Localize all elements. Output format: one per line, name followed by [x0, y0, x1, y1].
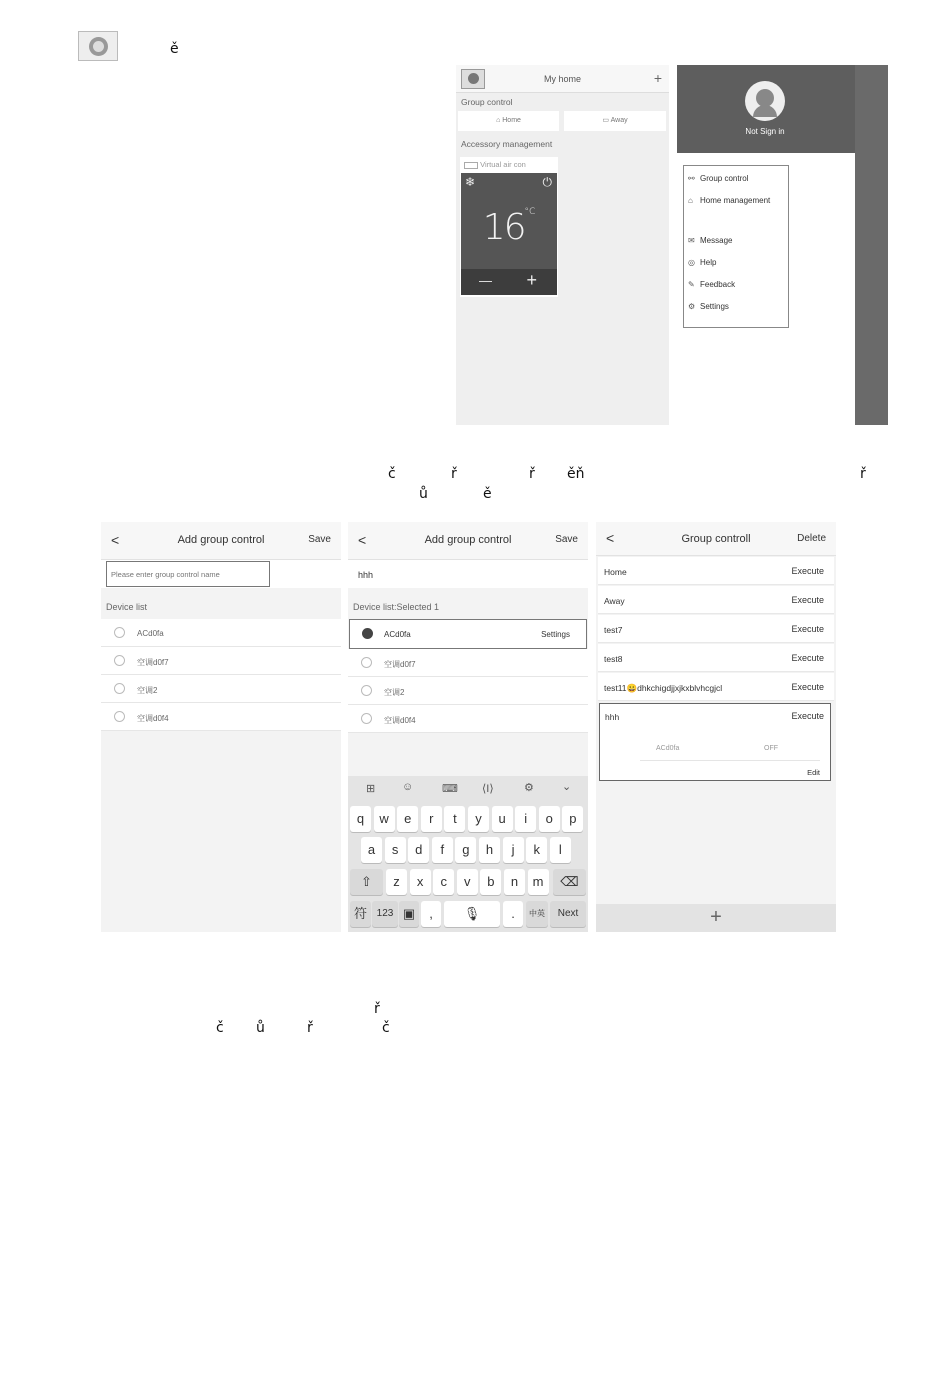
save-button[interactable]: Save	[555, 534, 578, 545]
group-away-button[interactable]	[564, 111, 666, 131]
snowflake-icon: ❄	[465, 175, 476, 189]
device-row[interactable]	[348, 649, 588, 677]
group-name: test7	[604, 625, 623, 635]
radio-button[interactable]	[114, 683, 125, 694]
group-name: test11😀dhkchigdjjxjkxblvhcgjcl	[604, 683, 723, 693]
radio-button[interactable]	[361, 713, 372, 724]
clipboard-key[interactable]: ▣	[399, 901, 419, 927]
input-value: hhh	[358, 570, 374, 580]
device-label: 空调d0f7	[137, 658, 169, 667]
collapse-icon[interactable]: ⌄	[562, 781, 572, 793]
back-button[interactable]: <	[606, 530, 615, 546]
text-fragment: ě	[170, 41, 179, 57]
menu-settings[interactable]	[688, 302, 729, 311]
key-k[interactable]: k	[526, 837, 547, 863]
not-signed-label[interactable]: Not Sign in	[745, 127, 785, 136]
menu-label: Message	[700, 236, 733, 245]
apps-icon[interactable]: ⊞	[366, 783, 376, 795]
device-row[interactable]	[348, 677, 588, 705]
home-icon: ⌂	[496, 117, 503, 124]
device-label: 空调2	[137, 686, 158, 695]
menu-feedback[interactable]	[688, 280, 735, 289]
key-l[interactable]: l	[550, 837, 571, 863]
key-b[interactable]: b	[480, 869, 501, 895]
device-row[interactable]	[101, 675, 341, 703]
keyboard-toolbar	[348, 776, 588, 802]
device-label: 空调2	[384, 688, 405, 697]
text-fragment: č	[382, 1020, 390, 1036]
group-name-input[interactable]	[106, 561, 270, 587]
key-f[interactable]: f	[432, 837, 453, 863]
text-fragment: ě	[483, 486, 492, 502]
power-icon[interactable]: ⏻	[542, 175, 552, 189]
key-s[interactable]: s	[385, 837, 406, 863]
back-button[interactable]: <	[358, 532, 367, 548]
radio-button[interactable]	[361, 657, 372, 668]
key-u[interactable]: u	[492, 806, 513, 832]
menu-message[interactable]	[688, 236, 732, 245]
device-list-label: Device list:Selected 1	[353, 602, 440, 612]
home-title: My home	[543, 74, 581, 84]
execute-button[interactable]: Execute	[791, 595, 824, 605]
radio-button[interactable]	[114, 627, 125, 638]
text-fragment: ř	[860, 466, 866, 482]
group-icon: ⚯	[688, 174, 695, 183]
key-a[interactable]: a	[361, 837, 382, 863]
period-key[interactable]: .	[503, 901, 523, 927]
add-group-screenshot-a	[101, 522, 341, 932]
menu-label: Settings	[700, 302, 729, 311]
group-row[interactable]	[598, 557, 834, 585]
add-group-button[interactable]: +	[710, 906, 722, 928]
home-screenshot	[456, 65, 669, 425]
execute-button[interactable]: Execute	[791, 566, 824, 576]
menu-group-control[interactable]	[688, 174, 748, 183]
device-label: ACd0fa	[384, 630, 411, 639]
space-key[interactable]: 🎙	[444, 901, 500, 927]
group-home-label: Home	[502, 117, 521, 124]
settings-link[interactable]: Settings	[541, 630, 570, 639]
execute-button[interactable]: Execute	[791, 682, 824, 692]
language-key[interactable]: 中英	[526, 901, 548, 927]
accessory-label: Accessory management	[461, 139, 553, 149]
next-key[interactable]: Next	[550, 901, 586, 927]
numbers-key[interactable]: 123	[372, 901, 398, 927]
minus-button[interactable]: —	[479, 273, 492, 288]
home-icon: ⌂	[688, 196, 693, 205]
group-home-button[interactable]	[458, 111, 559, 131]
key-x[interactable]: x	[410, 869, 431, 895]
text-fragment: ů	[419, 486, 428, 502]
message-icon: ✉	[688, 236, 695, 245]
radio-button[interactable]	[114, 711, 125, 722]
back-button[interactable]: <	[111, 532, 120, 548]
aircon-icon	[464, 162, 478, 169]
menu-label: Feedback	[700, 280, 736, 289]
device-row[interactable]	[348, 705, 588, 733]
device-label: 空调d0f4	[137, 714, 169, 723]
execute-button[interactable]: Execute	[791, 711, 824, 721]
text-fragment: ř	[374, 1001, 380, 1017]
device-row[interactable]	[101, 619, 341, 647]
settings-icon[interactable]: ⚙	[524, 782, 534, 794]
device-label: ACd0fa	[137, 629, 164, 638]
key-q[interactable]: q	[350, 806, 371, 832]
drawer-screenshot	[677, 65, 888, 425]
screen-title: Group controll	[681, 533, 751, 545]
cursor-icon[interactable]: ⟨I⟩	[482, 783, 494, 795]
delete-button[interactable]: Delete	[797, 533, 826, 544]
feedback-icon: ✎	[688, 280, 695, 289]
menu-home-management[interactable]	[688, 196, 770, 205]
key-e[interactable]: e	[397, 806, 418, 832]
text-fragment: ř	[307, 1020, 313, 1036]
group-name: test8	[604, 654, 623, 664]
text-fragment: ěň	[567, 466, 585, 482]
key-v[interactable]: v	[457, 869, 478, 895]
device-label: 空调d0f4	[384, 716, 416, 725]
keyboard-icon[interactable]: ⌨	[442, 783, 458, 795]
menu-label: Help	[700, 258, 717, 267]
backspace-key[interactable]: ⌫	[553, 869, 586, 895]
key-o[interactable]: o	[539, 806, 560, 832]
help-icon: ◎	[688, 258, 695, 267]
key-i[interactable]: i	[515, 806, 536, 832]
key-y[interactable]: y	[468, 806, 489, 832]
radio-button[interactable]	[361, 685, 372, 696]
key-n[interactable]: n	[504, 869, 525, 895]
edit-button[interactable]: Edit	[807, 768, 820, 777]
comma-key[interactable]: ,	[421, 901, 441, 927]
group-name: Home	[604, 567, 627, 577]
avatar-icon[interactable]	[745, 81, 785, 121]
settings-icon: ⚙	[688, 302, 696, 311]
group-name-input[interactable]	[348, 560, 588, 588]
execute-button[interactable]: Execute	[791, 653, 824, 663]
radio-button[interactable]	[114, 655, 125, 666]
selected-radio[interactable]	[362, 628, 373, 639]
add-group-screenshot-b	[348, 522, 588, 932]
plus-button[interactable]: +	[526, 270, 537, 290]
menu-label: Home management	[700, 196, 771, 205]
key-c[interactable]: c	[433, 869, 454, 895]
text-fragment: ř	[451, 466, 457, 482]
screen-title: Add group control	[177, 534, 265, 546]
key-m[interactable]: m	[528, 869, 549, 895]
group-control-label: Group control	[461, 97, 513, 107]
device-row[interactable]	[101, 703, 341, 731]
group-row[interactable]	[598, 586, 834, 614]
selected-device-row[interactable]	[349, 619, 587, 649]
group-away-label: Away	[610, 117, 628, 124]
keyboard	[348, 776, 588, 932]
shift-key[interactable]: ⇧	[350, 869, 383, 895]
key-t[interactable]: t	[444, 806, 465, 832]
group-name: Away	[604, 596, 625, 606]
key-d[interactable]: d	[408, 837, 429, 863]
temperature-unit: °C	[524, 207, 536, 217]
key-g[interactable]: g	[455, 837, 476, 863]
key-w[interactable]: w	[374, 806, 395, 832]
key-j[interactable]: j	[503, 837, 524, 863]
device-label: ACd0fa	[656, 745, 680, 752]
key-p[interactable]: p	[562, 806, 583, 832]
expanded-group[interactable]	[599, 703, 831, 781]
avatar-icon	[78, 31, 118, 61]
text-fragment: ř	[529, 466, 535, 482]
screen-title: Add group control	[424, 534, 512, 546]
drawer-menu	[683, 165, 789, 328]
device-state: OFF	[764, 745, 778, 752]
temperature-value: 16	[482, 207, 525, 248]
device-list-label: Device list	[106, 602, 148, 612]
group-row[interactable]	[598, 644, 834, 672]
group-row[interactable]	[598, 673, 834, 701]
device-row[interactable]	[101, 647, 341, 675]
group-row[interactable]	[598, 615, 834, 643]
bottom-bar	[596, 904, 836, 932]
key-z[interactable]: z	[386, 869, 407, 895]
menu-label: Group control	[700, 174, 749, 183]
divider	[640, 760, 820, 761]
text-fragment: č	[216, 1020, 224, 1036]
emoji-icon[interactable]: ☺	[402, 781, 414, 793]
group-name: hhh	[605, 712, 620, 722]
key-h[interactable]: h	[479, 837, 500, 863]
text-fragment: č	[388, 466, 396, 482]
key-r[interactable]: r	[421, 806, 442, 832]
save-button[interactable]: Save	[308, 534, 331, 545]
device-name: Virtual air con	[480, 160, 526, 169]
device-label: 空调d0f7	[384, 660, 416, 669]
group-control-screenshot	[596, 522, 836, 932]
menu-help[interactable]	[688, 258, 716, 267]
device-card[interactable]	[460, 157, 558, 297]
text-fragment: ů	[256, 1020, 265, 1036]
execute-button[interactable]: Execute	[791, 624, 824, 634]
symbols-key[interactable]: 符	[350, 901, 371, 927]
add-icon[interactable]: +	[653, 70, 662, 86]
away-icon: ▭	[602, 117, 611, 124]
